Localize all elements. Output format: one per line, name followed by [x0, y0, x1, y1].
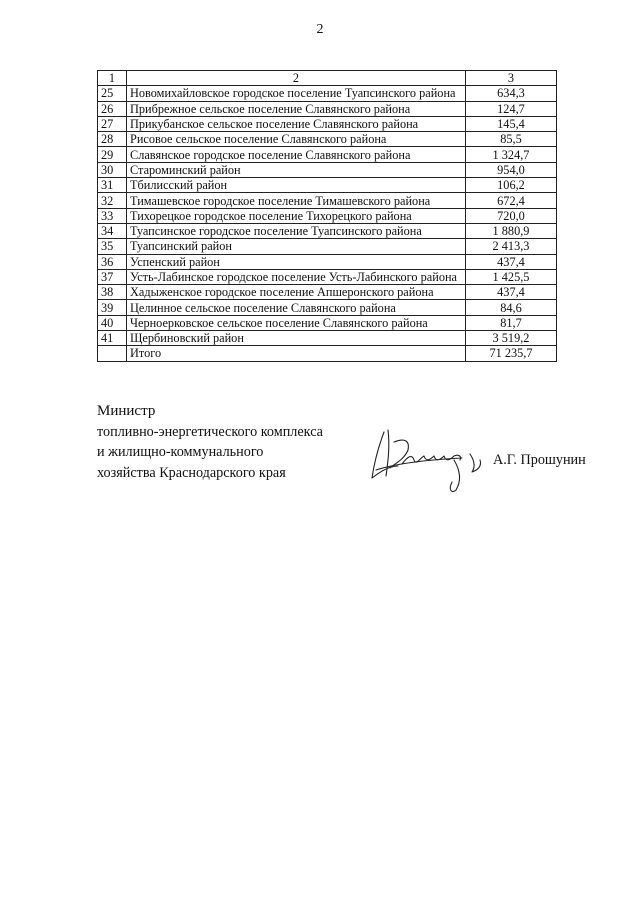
row-number: 32 — [98, 193, 127, 208]
table-row — [98, 300, 557, 315]
row-amount: 1 324,7 — [466, 147, 557, 162]
row-number: 38 — [98, 285, 127, 300]
row-municipality: Хадыженское городское поселение Апшеронского района — [127, 285, 466, 300]
table-header-row — [98, 71, 557, 86]
header-col-3: 3 — [466, 71, 557, 86]
table-row — [98, 101, 557, 116]
table-row — [98, 315, 557, 330]
row-amount: 106,2 — [466, 178, 557, 193]
row-amount: 634,3 — [466, 86, 557, 101]
row-municipality: Туапсинское городское поселение Туапсинского района — [127, 223, 466, 238]
header-col-2: 2 — [127, 71, 466, 86]
table-row — [98, 116, 557, 131]
row-municipality: Славянское городское поселение Славянского района — [127, 147, 466, 162]
row-number: 37 — [98, 269, 127, 284]
row-municipality: Прикубанское сельское поселение Славянского района — [127, 116, 466, 131]
position-line-3: и жилищно-коммунального — [97, 444, 264, 460]
row-amount: 437,4 — [466, 254, 557, 269]
row-amount: 3 519,2 — [466, 331, 557, 346]
row-amount: 81,7 — [466, 315, 557, 330]
row-municipality: Тбилисский район — [127, 178, 466, 193]
table-row — [98, 147, 557, 162]
table-row — [98, 269, 557, 284]
table-row — [98, 86, 557, 101]
signer-name: А.Г. Прошунин — [493, 452, 586, 468]
row-number: 36 — [98, 254, 127, 269]
row-number: 30 — [98, 162, 127, 177]
row-municipality: Новомихайловское городское поселение Туапсинского района — [127, 86, 466, 101]
page-number: 2 — [316, 22, 324, 37]
table-row — [98, 162, 557, 177]
row-number: 41 — [98, 331, 127, 346]
row-municipality: Щербиновский район — [127, 331, 466, 346]
row-municipality: Целинное сельское поселение Славянского района — [127, 300, 466, 315]
row-amount: 720,0 — [466, 208, 557, 223]
position-line-2: топливно-энергетического комплекса — [97, 423, 323, 440]
row-amount: 2 413,3 — [466, 239, 557, 254]
row-municipality: Черноерковское сельское поселение Славянского района — [127, 315, 466, 330]
position-line-4: хозяйства Краснодарского края — [97, 464, 286, 481]
row-amount: 1 880,9 — [466, 223, 557, 238]
table-row — [98, 178, 557, 193]
position-title: Министр — [97, 403, 156, 419]
row-number: 25 — [98, 86, 127, 101]
row-municipality: Староминский район — [127, 162, 466, 177]
row-number: 39 — [98, 300, 127, 315]
allocation-table — [97, 70, 557, 362]
table-row — [98, 223, 557, 238]
table-row — [98, 254, 557, 269]
table-row — [98, 193, 557, 208]
total-number — [98, 346, 127, 361]
table-row — [98, 239, 557, 254]
row-number: 29 — [98, 147, 127, 162]
row-number: 27 — [98, 116, 127, 131]
row-municipality: Прибрежное сельское поселение Славянского района — [127, 101, 466, 116]
row-amount: 437,4 — [466, 285, 557, 300]
row-number: 31 — [98, 178, 127, 193]
row-amount: 672,4 — [466, 193, 557, 208]
row-amount: 1 425,5 — [466, 269, 557, 284]
row-amount: 85,5 — [466, 132, 557, 147]
row-number: 26 — [98, 101, 127, 116]
row-number: 40 — [98, 315, 127, 330]
row-municipality: Тихорецкое городское поселение Тихорецкого района — [127, 208, 466, 223]
total-row — [98, 346, 557, 361]
row-amount: 145,4 — [466, 116, 557, 131]
table-row — [98, 285, 557, 300]
row-municipality: Успенский район — [127, 254, 466, 269]
header-col-1: 1 — [98, 71, 127, 86]
signature-block — [97, 401, 323, 483]
row-municipality: Усть-Лабинское городское поселение Усть-Лабинского района — [127, 269, 466, 284]
row-municipality: Тимашевское городское поселение Тимашевского района — [127, 193, 466, 208]
row-amount: 124,7 — [466, 101, 557, 116]
total-amount: 71 235,7 — [466, 346, 557, 361]
table-row — [98, 331, 557, 346]
row-municipality: Рисовое сельское поселение Славянского района — [127, 132, 466, 147]
handwritten-signature — [364, 420, 494, 495]
row-number: 33 — [98, 208, 127, 223]
row-amount: 954,0 — [466, 162, 557, 177]
total-label: Итого — [127, 346, 466, 361]
table-row — [98, 208, 557, 223]
row-number: 35 — [98, 239, 127, 254]
row-municipality: Туапсинский район — [127, 239, 466, 254]
row-amount: 84,6 — [466, 300, 557, 315]
table-row — [98, 132, 557, 147]
row-number: 28 — [98, 132, 127, 147]
row-number: 34 — [98, 223, 127, 238]
